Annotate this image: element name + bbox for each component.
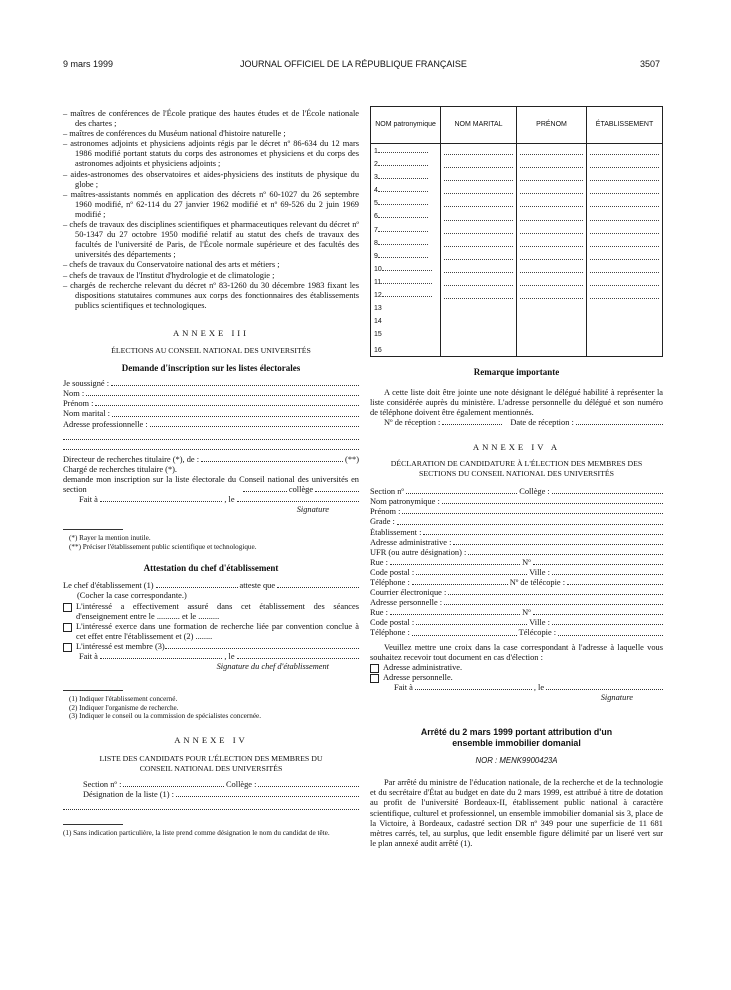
field-label: Directeur de recherches titulaire (*), de : — [63, 454, 200, 464]
field-label: Date de réception : — [510, 417, 574, 427]
table-cell[interactable] — [441, 209, 517, 222]
table-cell[interactable] — [516, 170, 586, 183]
annex-4-subtitle: LISTE DES CANDIDATS POUR L'ÉLECTION DES MEMBRES DU CONSEIL NATIONAL DES UNIVERSITÉS — [99, 753, 323, 773]
checkbox[interactable] — [370, 664, 379, 673]
table-cell[interactable] — [441, 223, 517, 236]
table-cell[interactable] — [516, 249, 586, 262]
table-cell[interactable] — [587, 196, 663, 209]
table-cell[interactable] — [371, 301, 441, 314]
table-cell[interactable] — [516, 157, 586, 170]
row-number: 11 — [374, 278, 382, 286]
table-row — [371, 223, 663, 236]
field-label: Code postal : — [370, 618, 415, 628]
table-body — [371, 144, 663, 357]
table-cell[interactable] — [371, 209, 441, 222]
table-row — [371, 340, 663, 357]
field-label: Je soussigné : — [63, 379, 110, 389]
note-mark: (**) — [345, 454, 359, 464]
field-courrier[interactable] — [370, 588, 663, 598]
table-row — [371, 275, 663, 288]
field-label: atteste que — [239, 581, 276, 591]
field-label: Section nº — [370, 487, 404, 497]
field-designation[interactable] — [63, 790, 359, 800]
row-number: 10 — [374, 265, 382, 273]
option-text: Adresse administrative. — [383, 662, 463, 672]
table-cell[interactable] — [371, 196, 441, 209]
table-cell[interactable] — [587, 301, 663, 314]
signature-label-4a: Signature — [600, 693, 633, 703]
right-column — [370, 106, 663, 849]
table-cell[interactable] — [516, 327, 586, 340]
table-cell[interactable] — [587, 157, 663, 170]
field-label: Ville : — [529, 567, 550, 577]
field-prenom[interactable] — [63, 399, 359, 409]
field-label: Grade : — [370, 517, 395, 527]
field-label: Adresse administrative : — [370, 537, 452, 547]
table-cell[interactable] — [441, 288, 517, 301]
table-cell[interactable] — [516, 223, 586, 236]
footnotes-1 — [63, 534, 359, 551]
checkbox-adresse-admin[interactable] — [370, 663, 663, 673]
table-cell[interactable] — [441, 170, 517, 183]
field-section[interactable] — [63, 780, 359, 790]
field-nom-marital[interactable] — [63, 409, 359, 419]
field-nom-patronymique[interactable] — [370, 497, 663, 507]
remarque-title: Remarque importante — [473, 367, 560, 378]
table-cell[interactable] — [371, 262, 441, 275]
field-section-4a[interactable] — [370, 487, 663, 497]
table-row — [371, 170, 663, 183]
signature-chef-label: Signature du chef d'établissement — [216, 662, 329, 672]
field-label: Rue : — [370, 557, 388, 567]
field-code-postal-perso[interactable] — [370, 618, 663, 628]
column-header: ÉTABLISSEMENT — [587, 107, 663, 144]
field-label: UFR (ou autre désignation) : — [370, 547, 467, 557]
row-number: 13 — [374, 305, 382, 313]
annex-4a-subtitle: DÉCLARATION DE CANDIDATURE À L'ÉLECTION DES MEMBRES DES SECTIONS DU CONSEIL NATIONAL DES UNIVERSITÉS — [390, 458, 643, 479]
annex-4-title: ANNEXE IV — [174, 734, 248, 745]
row-number: 15 — [374, 331, 382, 339]
checkbox-adresse-perso[interactable] — [370, 673, 663, 683]
field-telephone[interactable] — [370, 578, 663, 588]
field-label: Le chef d'établissement (1) — [63, 581, 154, 591]
option-text: L'intéressé est membre (3) — [76, 641, 165, 651]
left-column — [63, 109, 359, 838]
table-cell[interactable] — [516, 340, 586, 357]
table-cell[interactable] — [516, 183, 586, 196]
footnote-final: (1) Sans indication particulière, la liste prend comme désignation le nom du candidat de tête. — [63, 829, 330, 838]
table-cell[interactable] — [516, 314, 586, 327]
table-cell[interactable] — [441, 262, 517, 275]
option-text: et le — [181, 611, 197, 621]
list-item: – maîtres de conférences de l'École pratique des hautes études et de l'École nationale des chartes ; — [63, 109, 359, 129]
table-cell[interactable] — [587, 209, 663, 222]
row-number: 4 — [374, 187, 378, 195]
row-number: 16 — [374, 347, 382, 355]
table-cell[interactable] — [371, 288, 441, 301]
field-code-postal[interactable] — [370, 568, 663, 578]
table-cell[interactable] — [371, 275, 441, 288]
table-cell[interactable] — [441, 327, 517, 340]
table-cell[interactable] — [371, 157, 441, 170]
checkbox-option-1[interactable]: L'intéressé a effectivement assuré dans cet établissement des séances d'enseignement entre le ........... et le .......... — [63, 602, 359, 622]
field-grade[interactable] — [370, 517, 663, 527]
table-cell[interactable] — [587, 223, 663, 236]
field-label: Nº — [522, 608, 531, 618]
table-cell[interactable] — [371, 223, 441, 236]
column-header: NOM MARITAL — [441, 107, 517, 144]
arrete-text: Par arrêté du ministre de l'éducation nationale, de la recherche et de la technologie et du secrétaire d'État au budget en date du 2 mars 1999, est attribué à titre de dotation au profit de l'université Bordeaux-II, établissement public national à caractère scientifique, culturel et professionnel, un ensemble immobilier domanial sis 3, place de la Victoire, à Bordeaux, cadastré section DR nº 349 pour une superficie de 11 681 mètres carrés, tel, au surplus, que ledit ensemble figure délimité par un liseré vert sur le plan annexé audit arrêté (1). — [370, 778, 663, 848]
table-cell[interactable] — [441, 301, 517, 314]
table-cell[interactable] — [587, 144, 663, 158]
signature-label: Signature — [296, 505, 329, 515]
row-number: 14 — [374, 318, 382, 326]
footnote: (*) Rayer la mention inutile. — [69, 534, 151, 543]
table-cell[interactable] — [371, 314, 441, 327]
row-number: 8 — [374, 239, 378, 247]
row-number: 3 — [374, 174, 378, 182]
list-item: – chefs de travaux du Conservatoire national des arts et métiers ; — [63, 260, 359, 270]
blank-line[interactable] — [63, 430, 359, 440]
header-date: 9 mars 1999 — [63, 59, 114, 69]
footnote: (**) Préciser l'établissement public scientifique et technologique. — [69, 542, 257, 551]
field-label: Rue : — [370, 608, 388, 618]
checkbox[interactable] — [63, 603, 72, 612]
blank-line[interactable] — [63, 440, 359, 450]
field-label: collège — [288, 485, 314, 494]
page-number: 3507 — [640, 59, 661, 69]
field-label: Adresse professionnelle : — [63, 419, 148, 429]
field-label: Collège : — [519, 487, 550, 497]
footnotes-2 — [63, 695, 359, 721]
field-adresse-pro[interactable] — [63, 420, 359, 430]
list-item: – aides-astronomes des observatoires et aides-physiciens des instituts de physique du globe ; — [63, 170, 359, 190]
table-cell[interactable] — [371, 249, 441, 262]
row-number: 1 — [374, 148, 378, 155]
field-fait-a-2[interactable] — [63, 652, 359, 662]
field-telephone-perso[interactable] — [370, 628, 663, 638]
table-cell[interactable] — [516, 301, 586, 314]
demande-text: demande mon inscription sur la liste électorale du Conseil national des universités en section — [63, 474, 359, 494]
table-cell[interactable] — [587, 314, 663, 327]
table-row — [371, 327, 663, 340]
table-row — [371, 144, 663, 158]
table-row — [371, 157, 663, 170]
annex-3-subtitle: ÉLECTIONS AU CONSEIL NATIONAL DES UNIVERSITÉS — [111, 345, 311, 355]
field-label: Adresse personnelle : — [370, 598, 443, 608]
list-item: – chefs de travaux de l'Institut d'hydrologie et de climatologie ; — [63, 271, 359, 281]
field-label: Établissement : — [370, 527, 422, 537]
table-cell[interactable] — [587, 327, 663, 340]
table-cell[interactable] — [516, 196, 586, 209]
field-label: , le — [533, 682, 545, 692]
checkbox[interactable] — [370, 674, 379, 683]
table-cell[interactable] — [516, 262, 586, 275]
footnote: (3) Indiquer le conseil ou la commission de spécialistes concernée. — [69, 712, 262, 721]
table-cell[interactable] — [516, 288, 586, 301]
field-rue[interactable] — [370, 558, 663, 568]
field-label: Fait à — [79, 495, 98, 505]
table-cell[interactable] — [441, 314, 517, 327]
arrete-title: Arrêté du 2 mars 1999 portant attribution d'un ensemble immobilier domanial — [420, 727, 613, 748]
field-ufr[interactable] — [370, 548, 663, 558]
field-label: Téléphone : — [370, 628, 410, 638]
blank-line[interactable] — [63, 800, 359, 810]
annex-4a-title: ANNEXE IV A — [472, 441, 561, 452]
field-label: Nom patronymique : — [370, 497, 440, 507]
field-label: Fait à — [394, 682, 413, 692]
checkbox-option-2[interactable]: L'intéressé exerce dans une formation de recherche liée par convention conclue à cet effet entre l'établissement et (2) ........ — [63, 622, 359, 642]
field-label: Nº — [522, 557, 531, 567]
table-cell[interactable] — [441, 144, 517, 158]
row-number: 6 — [374, 213, 378, 221]
table-cell[interactable] — [441, 196, 517, 209]
table-cell[interactable] — [441, 183, 517, 196]
field-label: Nº de télécopie : — [509, 578, 566, 587]
charge-label: Chargé de recherches titulaire (*). — [63, 464, 178, 474]
list-item: – chefs de travaux des disciplines scientifiques et pharmaceutiques relevant du décret nº 50-1347 du 27 octobre 1950 modifié relatif au statut des chefs de travaux des facultés de l'université de Paris, de l'École normale supérieure et des facultés des universités des départements ; — [63, 220, 359, 260]
table-row — [371, 183, 663, 196]
table-cell[interactable] — [516, 275, 586, 288]
field-directeur[interactable] — [63, 455, 359, 465]
table-cell[interactable] — [371, 183, 441, 196]
option-text: L'intéressé a effectivement assuré dans cet établissement des séances d'enseignement entre le — [76, 601, 359, 621]
field-label: , le — [224, 652, 235, 662]
field-etablissement[interactable] — [370, 528, 663, 538]
table-row — [371, 301, 663, 314]
table-row — [371, 288, 663, 301]
field-reception[interactable] — [370, 418, 663, 428]
table-cell[interactable] — [371, 327, 441, 340]
field-label: Nº de réception : — [384, 417, 441, 427]
remarque-text: A cette liste doit être jointe une note désignant le délégué habilité à représenter la liste considérée auprès du ministère. L'adresse personnelle du délégué et son numéro de téléphone doivent être également mentionnés. — [370, 387, 663, 417]
field-label: Collège : — [225, 780, 257, 789]
table-cell[interactable] — [587, 262, 663, 275]
table-cell[interactable] — [441, 249, 517, 262]
journal-title: JOURNAL OFFICIEL DE LA RÉPUBLIQUE FRANÇAISE — [240, 59, 467, 69]
row-number: 9 — [374, 252, 378, 260]
table-cell[interactable] — [371, 340, 441, 357]
row-number: 2 — [374, 161, 378, 169]
field-rue-perso[interactable] — [370, 608, 663, 618]
footnote: (1) Indiquer l'établissement concerné. — [69, 695, 178, 704]
table-row — [371, 249, 663, 262]
table-cell[interactable] — [371, 236, 441, 249]
field-fait-a[interactable] — [63, 495, 359, 505]
table-cell[interactable] — [371, 144, 441, 158]
table-cell[interactable] — [441, 275, 517, 288]
field-label: Désignation de la liste (1) : — [83, 790, 174, 800]
option-text: L'intéressé exerce dans une formation de recherche liée par convention conclue à cet effet entre l'établissement et (2) — [76, 621, 359, 641]
list-item: – astronomes adjoints et physiciens adjoints régis par le décret nº 86-634 du 12 mars 1986 modifié portant statuts du corps des astronomes et physiciens et du corps des astronomes adjoints et physiciens adjoints ; — [63, 139, 359, 169]
field-label: Télécopie : — [518, 628, 557, 638]
table-cell[interactable] — [587, 183, 663, 196]
field-label: , le — [224, 495, 235, 505]
field-fait-a-4a[interactable] — [370, 683, 663, 693]
field-label: Section nº : — [83, 780, 122, 789]
field-label: Fait à — [79, 652, 98, 662]
row-number: 7 — [374, 226, 378, 234]
candidates-table — [370, 106, 663, 357]
column-header: NOM patronymique — [371, 107, 441, 144]
field-label: Courrier électronique : — [370, 588, 447, 598]
table-row — [371, 236, 663, 249]
table-cell[interactable] — [587, 340, 663, 357]
veuillez-text: Veuillez mettre une croix dans la case correspondant à l'adresse à laquelle vous souhaitez recevoir tout document en cas d'élection : — [370, 642, 663, 662]
table-cell[interactable] — [516, 236, 586, 249]
table-row — [371, 314, 663, 327]
table-cell[interactable] — [371, 170, 441, 183]
field-prenom-4a[interactable] — [370, 507, 663, 517]
table-cell[interactable] — [516, 209, 586, 222]
field-nom[interactable] — [63, 389, 359, 399]
table-cell[interactable] — [516, 144, 586, 158]
row-number: 12 — [374, 292, 382, 300]
table-cell[interactable] — [441, 236, 517, 249]
nor-reference: NOR : MENK9900423A — [475, 756, 558, 766]
column-header: PRÉNOM — [516, 107, 586, 144]
field-label: Nom : — [63, 389, 85, 399]
table-cell[interactable] — [587, 249, 663, 262]
field-label: Code postal : — [370, 567, 415, 577]
list-item: – maîtres de conférences du Muséum national d'histoire naturelle ; — [63, 129, 359, 139]
field-label: Nom marital : — [63, 409, 110, 419]
table-row — [371, 196, 663, 209]
field-college[interactable] — [63, 485, 359, 495]
table-cell[interactable] — [441, 340, 517, 357]
list-item: – maîtres-assistants nommés en application des décrets nº 60-1027 du 26 septembre 1960 modifié, nº 62-114 du 27 janvier 1962 modifié et nº 69-526 du 2 juin 1969 modifié ; — [63, 190, 359, 220]
field-soussigne[interactable] — [63, 379, 359, 389]
option-text: Adresse personnelle. — [383, 672, 453, 682]
table-cell[interactable] — [587, 236, 663, 249]
list-item: – chargés de recherche relevant du décret nº 83-1260 du 30 décembre 1983 fixant les dispositions statutaires communes aux corps des fonctionnaires des établissements publics scientifiques et technologiques. — [63, 281, 359, 311]
field-adresse-admin[interactable] — [370, 538, 663, 548]
field-label: Téléphone : — [370, 578, 410, 587]
annex-3-title: ANNEXE III — [172, 327, 250, 338]
eligible-list — [63, 109, 359, 311]
table-cell[interactable] — [441, 157, 517, 170]
footnote: (2) Indiquer l'organisme de recherche. — [69, 703, 179, 712]
row-number: 5 — [374, 200, 378, 208]
table-cell[interactable] — [587, 170, 663, 183]
cocher-hint: (Cocher la case correspondante.) — [77, 591, 187, 601]
field-label: Ville : — [529, 618, 550, 628]
field-chef[interactable] — [63, 581, 359, 591]
table-row — [371, 262, 663, 275]
field-label: Prénom : — [63, 399, 94, 409]
field-label: Prénom : — [370, 507, 401, 517]
table-row — [371, 209, 663, 222]
field-adresse-perso[interactable] — [370, 598, 663, 608]
checkbox-option-3[interactable] — [63, 642, 359, 652]
table-cell[interactable] — [587, 275, 663, 288]
table-cell[interactable] — [587, 288, 663, 301]
demande-title: Demande d'inscription sur les listes électorales — [121, 363, 301, 374]
checkbox[interactable] — [63, 623, 72, 632]
checkbox[interactable] — [63, 643, 72, 652]
attestation-title: Attestation du chef d'établissement — [143, 563, 279, 574]
